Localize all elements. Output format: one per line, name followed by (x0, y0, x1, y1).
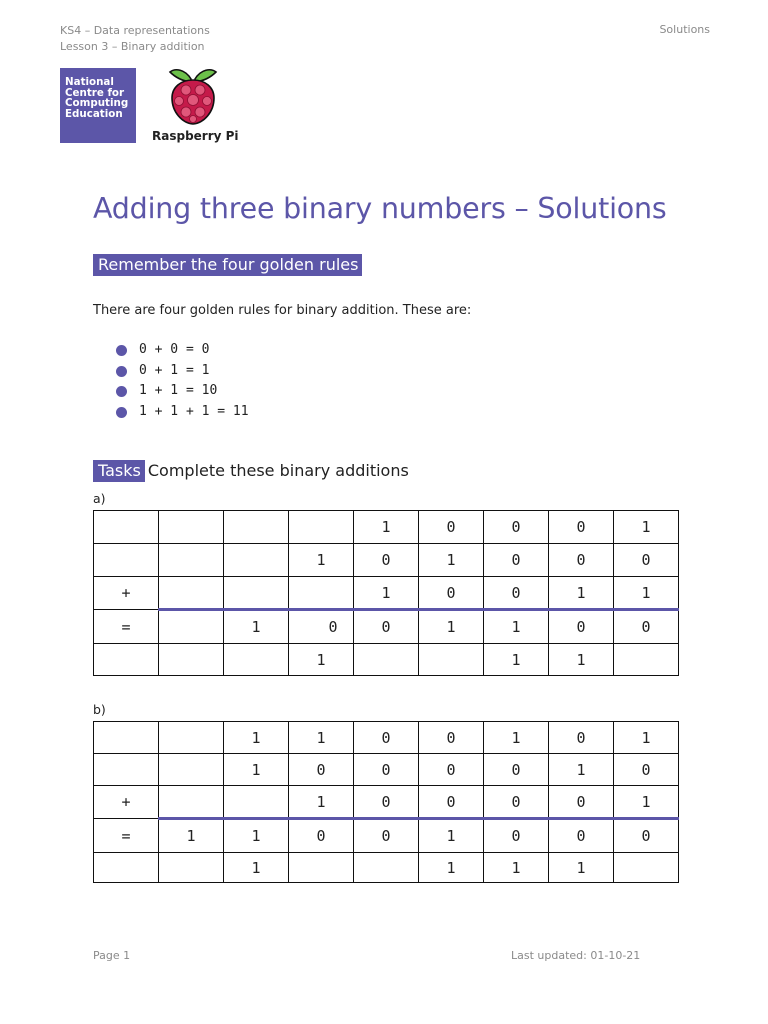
grid-cell (224, 786, 289, 819)
grid-cell: 0 (419, 577, 484, 610)
addition-grid-a (93, 510, 679, 676)
first-number-row (94, 511, 679, 544)
third-number-row (94, 577, 679, 610)
footer-last-updated: Last updated: 01-10-21 (511, 949, 641, 962)
header-course-info (60, 23, 210, 55)
grid-cell: 0 (549, 610, 614, 644)
grid-cell: 1 (419, 610, 484, 644)
golden-rules-list (116, 340, 249, 422)
bullet-icon (116, 345, 127, 356)
grid-cell (159, 644, 224, 676)
grid-cell: 0 (549, 722, 614, 754)
grid-cell: 1 (614, 577, 679, 610)
grid-cell: 0 (614, 819, 679, 853)
bullet-icon (116, 366, 127, 377)
grid-cell (224, 577, 289, 610)
grid-cell: 0 (419, 511, 484, 544)
grid-cell: 0 (484, 754, 549, 786)
rule-item: 0 + 1 = 1 (116, 361, 249, 382)
grid-cell (94, 644, 159, 676)
tasks-heading-text: Complete these binary additions (147, 461, 409, 480)
addition-grid-b (93, 721, 679, 883)
grid-cell (159, 853, 224, 883)
grid-cell (159, 786, 224, 819)
grid-cell: 1 (614, 722, 679, 754)
grid-cell (289, 577, 354, 610)
ncce-logo (60, 68, 136, 143)
grid-cell: 1 (289, 644, 354, 676)
grid-cell (94, 722, 159, 754)
grid-cell (94, 544, 159, 577)
sum-row (94, 819, 679, 853)
rules-intro-text: There are four golden rules for binary addition. These are: (93, 303, 472, 318)
second-number-row (94, 544, 679, 577)
grid-cell (159, 754, 224, 786)
grid-cell: 0 (549, 511, 614, 544)
bullet-icon (116, 407, 127, 418)
grid-cell: 0 (614, 754, 679, 786)
grid-cell (289, 511, 354, 544)
grid-cell: 0 (484, 786, 549, 819)
grid-cell (159, 610, 224, 644)
grid-cell: + (94, 577, 159, 610)
grid-cell: 1 (224, 853, 289, 883)
grid-cell (159, 544, 224, 577)
grid-cell (94, 853, 159, 883)
grid-cell: 0 (419, 722, 484, 754)
grid-cell: 1 (159, 819, 224, 853)
rule-item: 1 + 1 = 10 (116, 381, 249, 402)
grid-cell: 1 (224, 754, 289, 786)
grid-cell: 0 (614, 610, 679, 644)
grid-cell: 1 (419, 819, 484, 853)
grid-cell: 1 (224, 722, 289, 754)
first-number-row (94, 722, 679, 754)
grid-cell (224, 644, 289, 676)
grid-cell: 1 (224, 610, 289, 644)
footer-page-number: Page 1 (93, 949, 131, 962)
grid-cell (419, 644, 484, 676)
grid-cell: 1 (549, 577, 614, 610)
grid-cell: 1 (549, 644, 614, 676)
grid-cell: = (94, 819, 159, 853)
third-number-row (94, 786, 679, 819)
grid-cell: 1 (484, 853, 549, 883)
raspberry-pi-logo (152, 68, 242, 148)
second-number-row (94, 754, 679, 786)
grid-cell (614, 644, 679, 676)
grid-cell: 0 (614, 544, 679, 577)
grid-cell: 0 (419, 754, 484, 786)
grid-cell: 1 (484, 610, 549, 644)
grid-cell (289, 853, 354, 883)
question-a-label: a) (93, 491, 106, 506)
question-b-label: b) (93, 702, 106, 717)
grid-cell: + (94, 786, 159, 819)
grid-cell: 0 (354, 722, 419, 754)
grid-cell: 1 (224, 819, 289, 853)
tasks-heading (93, 461, 409, 480)
grid-cell: = (94, 610, 159, 644)
grid-cell: 1 (354, 511, 419, 544)
grid-cell: 1 (289, 722, 354, 754)
grid-cell (224, 511, 289, 544)
grid-cell: 0 (354, 754, 419, 786)
page-title: Adding three binary numbers – Solutions (93, 192, 667, 225)
grid-cell: 1 (289, 786, 354, 819)
grid-cell: 0 (549, 786, 614, 819)
grid-cell: 0 (419, 786, 484, 819)
grid-cell: 0 (549, 544, 614, 577)
grid-cell: 1 (354, 577, 419, 610)
rule-item: 0 + 0 = 0 (116, 340, 249, 361)
raspberry-icon (167, 68, 219, 126)
bullet-icon (116, 386, 127, 397)
grid-cell: 0 (354, 544, 419, 577)
grid-cell: 0 (484, 511, 549, 544)
grid-cell: 1 (484, 644, 549, 676)
grid-cell (94, 511, 159, 544)
grid-cell (354, 644, 419, 676)
lesson-title: Lesson 3 – Binary addition (60, 40, 205, 53)
grid-cell: 0 (549, 819, 614, 853)
raspberry-pi-wordmark: Raspberry Pi (152, 129, 239, 143)
grid-cell (354, 853, 419, 883)
grid-cell (159, 722, 224, 754)
grid-cell: 1 (289, 544, 354, 577)
grid-cell (224, 544, 289, 577)
grid-cell: 0 (484, 544, 549, 577)
grid-cell: 0 (289, 610, 354, 644)
grid-cell (159, 577, 224, 610)
grid-cell (614, 853, 679, 883)
sum-row (94, 610, 679, 644)
grid-cell: 1 (614, 786, 679, 819)
grid-cell: 0 (484, 577, 549, 610)
grid-cell: 1 (419, 544, 484, 577)
grid-cell: 1 (419, 853, 484, 883)
header-solutions-label: Solutions (659, 23, 710, 36)
grid-cell (94, 754, 159, 786)
carry-row (94, 853, 679, 883)
grid-cell: 0 (354, 610, 419, 644)
ncce-logo-text: National Centre for Computing Education (65, 76, 129, 120)
grid-cell: 1 (549, 754, 614, 786)
tasks-pill: Tasks (93, 460, 145, 482)
rule-item: 1 + 1 + 1 = 11 (116, 402, 249, 423)
grid-cell: 0 (289, 754, 354, 786)
carry-row (94, 644, 679, 676)
grid-cell: 0 (484, 819, 549, 853)
grid-cell (159, 511, 224, 544)
grid-cell: 0 (354, 786, 419, 819)
grid-cell: 0 (289, 819, 354, 853)
grid-cell: 1 (484, 722, 549, 754)
grid-cell: 0 (354, 819, 419, 853)
grid-cell: 1 (614, 511, 679, 544)
rules-section-heading: Remember the four golden rules (93, 254, 362, 276)
grid-cell: 1 (549, 853, 614, 883)
course-title: KS4 – Data representations (60, 24, 210, 37)
